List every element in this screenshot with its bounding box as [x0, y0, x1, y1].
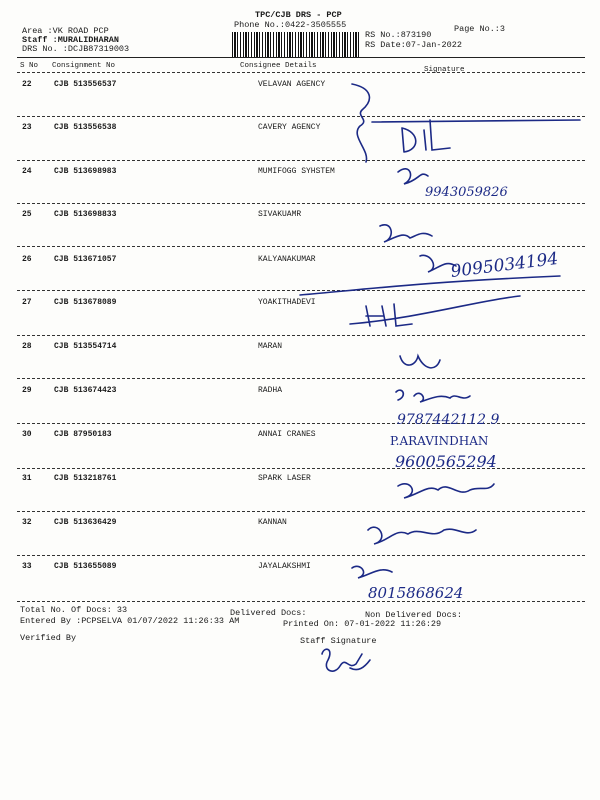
row-divider	[17, 468, 585, 469]
row-sno: 23	[22, 123, 32, 132]
table-row	[0, 167, 600, 179]
row-sno: 32	[22, 518, 32, 527]
row-sno: 27	[22, 298, 32, 307]
row-consignee: SIVAKUAMR	[258, 210, 302, 219]
row-sno: 28	[22, 342, 32, 351]
non-delivered-docs: Non Delivered Docs:	[365, 610, 462, 620]
row-consignment: CJB 513678089	[54, 298, 117, 307]
table-row	[0, 123, 600, 135]
row-consignment: CJB 513698833	[54, 210, 117, 219]
row-consignee: RADHA	[258, 386, 283, 395]
col-header-signature: Signature	[424, 66, 465, 74]
row-divider	[17, 203, 585, 204]
row-divider	[17, 601, 585, 602]
area-label: Area :VK ROAD PCP	[22, 26, 109, 36]
row-sno: 30	[22, 430, 32, 439]
header-rule-bottom	[17, 72, 585, 73]
table-row	[0, 386, 600, 398]
sig-25	[380, 225, 432, 242]
handwritten-phone-30: 9600565294	[395, 452, 497, 471]
row-consignee: MARAN	[258, 342, 283, 351]
drs-number: DRS No. :DCJB87319003	[22, 44, 130, 54]
table-row	[0, 210, 600, 222]
row-consignee: YOAKITHADEVI	[258, 298, 316, 307]
row-divider	[17, 511, 585, 512]
rs-date: RS Date:07-Jan-2022	[365, 40, 462, 50]
row-consignment: CJB 513218761	[54, 474, 117, 483]
col-header-consignment: Consignment No	[52, 62, 116, 70]
row-consignment: CJB 513655089	[54, 562, 117, 571]
row-sno: 22	[22, 80, 32, 89]
row-divider	[17, 290, 585, 291]
row-sno: 24	[22, 167, 32, 176]
handwritten-phone-33: 8015868624	[368, 584, 464, 602]
printed-on: Printed On: 07-01-2022 11:26:29	[283, 619, 442, 629]
staff-signature-label: Staff Signature	[300, 636, 377, 646]
table-row	[0, 80, 600, 92]
delivered-docs: Delivered Docs:	[230, 608, 307, 618]
sig-28	[400, 356, 440, 368]
row-consignment: CJB 513554714	[54, 342, 117, 351]
row-consignee: SPARK LASER	[258, 474, 311, 483]
staff-label: Staff :MURALIDHARAN	[22, 35, 119, 45]
entered-by: Entered By :PCPSELVA 01/07/2022 11:26:33 AM	[20, 616, 240, 626]
row-consignee: MUMIFOGG SYHSTEM	[258, 167, 335, 176]
row-consignee: VELAVAN AGENCY	[258, 80, 326, 89]
total-docs: Total No. Of Docs: 33	[20, 605, 128, 615]
row-divider	[17, 555, 585, 556]
row-consignee: KANNAN	[258, 518, 287, 527]
row-divider	[17, 160, 585, 161]
row-consignment: CJB 87950183	[54, 430, 112, 439]
row-consignee: JAYALAKSHMI	[258, 562, 311, 571]
barcode	[232, 32, 360, 58]
handwritten-name-30: P.ARAVINDHAN	[390, 434, 489, 448]
phone-number: Phone No.:0422-3505555	[234, 20, 347, 30]
header-rule-top	[17, 57, 585, 58]
row-sno: 29	[22, 386, 32, 395]
row-consignment: CJB 513674423	[54, 386, 117, 395]
handwritten-phone-24: 9943059826	[425, 185, 508, 200]
row-divider	[17, 423, 585, 424]
row-consignment: CJB 513556538	[54, 123, 117, 132]
handwritten-phone-26: 9095034194	[449, 248, 560, 282]
row-sno: 26	[22, 255, 32, 264]
row-divider	[17, 335, 585, 336]
row-consignee: KALYANAKUMAR	[258, 255, 316, 264]
row-consignment: CJB 513556537	[54, 80, 117, 89]
table-row	[0, 298, 600, 310]
verified-by-label: Verified By	[20, 633, 77, 643]
col-header-sno: S No	[20, 62, 39, 70]
row-divider	[17, 246, 585, 247]
row-sno: 33	[22, 562, 32, 571]
staff-signature-stroke	[322, 649, 370, 671]
table-row	[0, 474, 600, 486]
row-divider	[17, 116, 585, 117]
table-row	[0, 562, 600, 574]
table-row	[0, 518, 600, 530]
row-consignment: CJB 513636429	[54, 518, 117, 527]
row-sno: 31	[22, 474, 32, 483]
row-consignee: ANNAI CRANES	[258, 430, 316, 439]
line-stroke	[372, 120, 580, 122]
doc-title: TPC/CJB DRS - PCP	[255, 10, 342, 20]
table-row	[0, 342, 600, 354]
rs-number: RS No.:873190	[365, 30, 432, 40]
row-consignment: CJB 513671057	[54, 255, 117, 264]
handwritten-phone-29: 9787442112 9	[397, 412, 500, 428]
row-consignment: CJB 513698983	[54, 167, 117, 176]
col-header-consignee: Consignee Details	[240, 62, 317, 70]
page-number: Page No.:3	[454, 24, 506, 34]
row-sno: 25	[22, 210, 32, 219]
row-divider	[17, 378, 585, 379]
row-consignee: CAVERY AGENCY	[258, 123, 321, 132]
table-row	[0, 430, 600, 442]
